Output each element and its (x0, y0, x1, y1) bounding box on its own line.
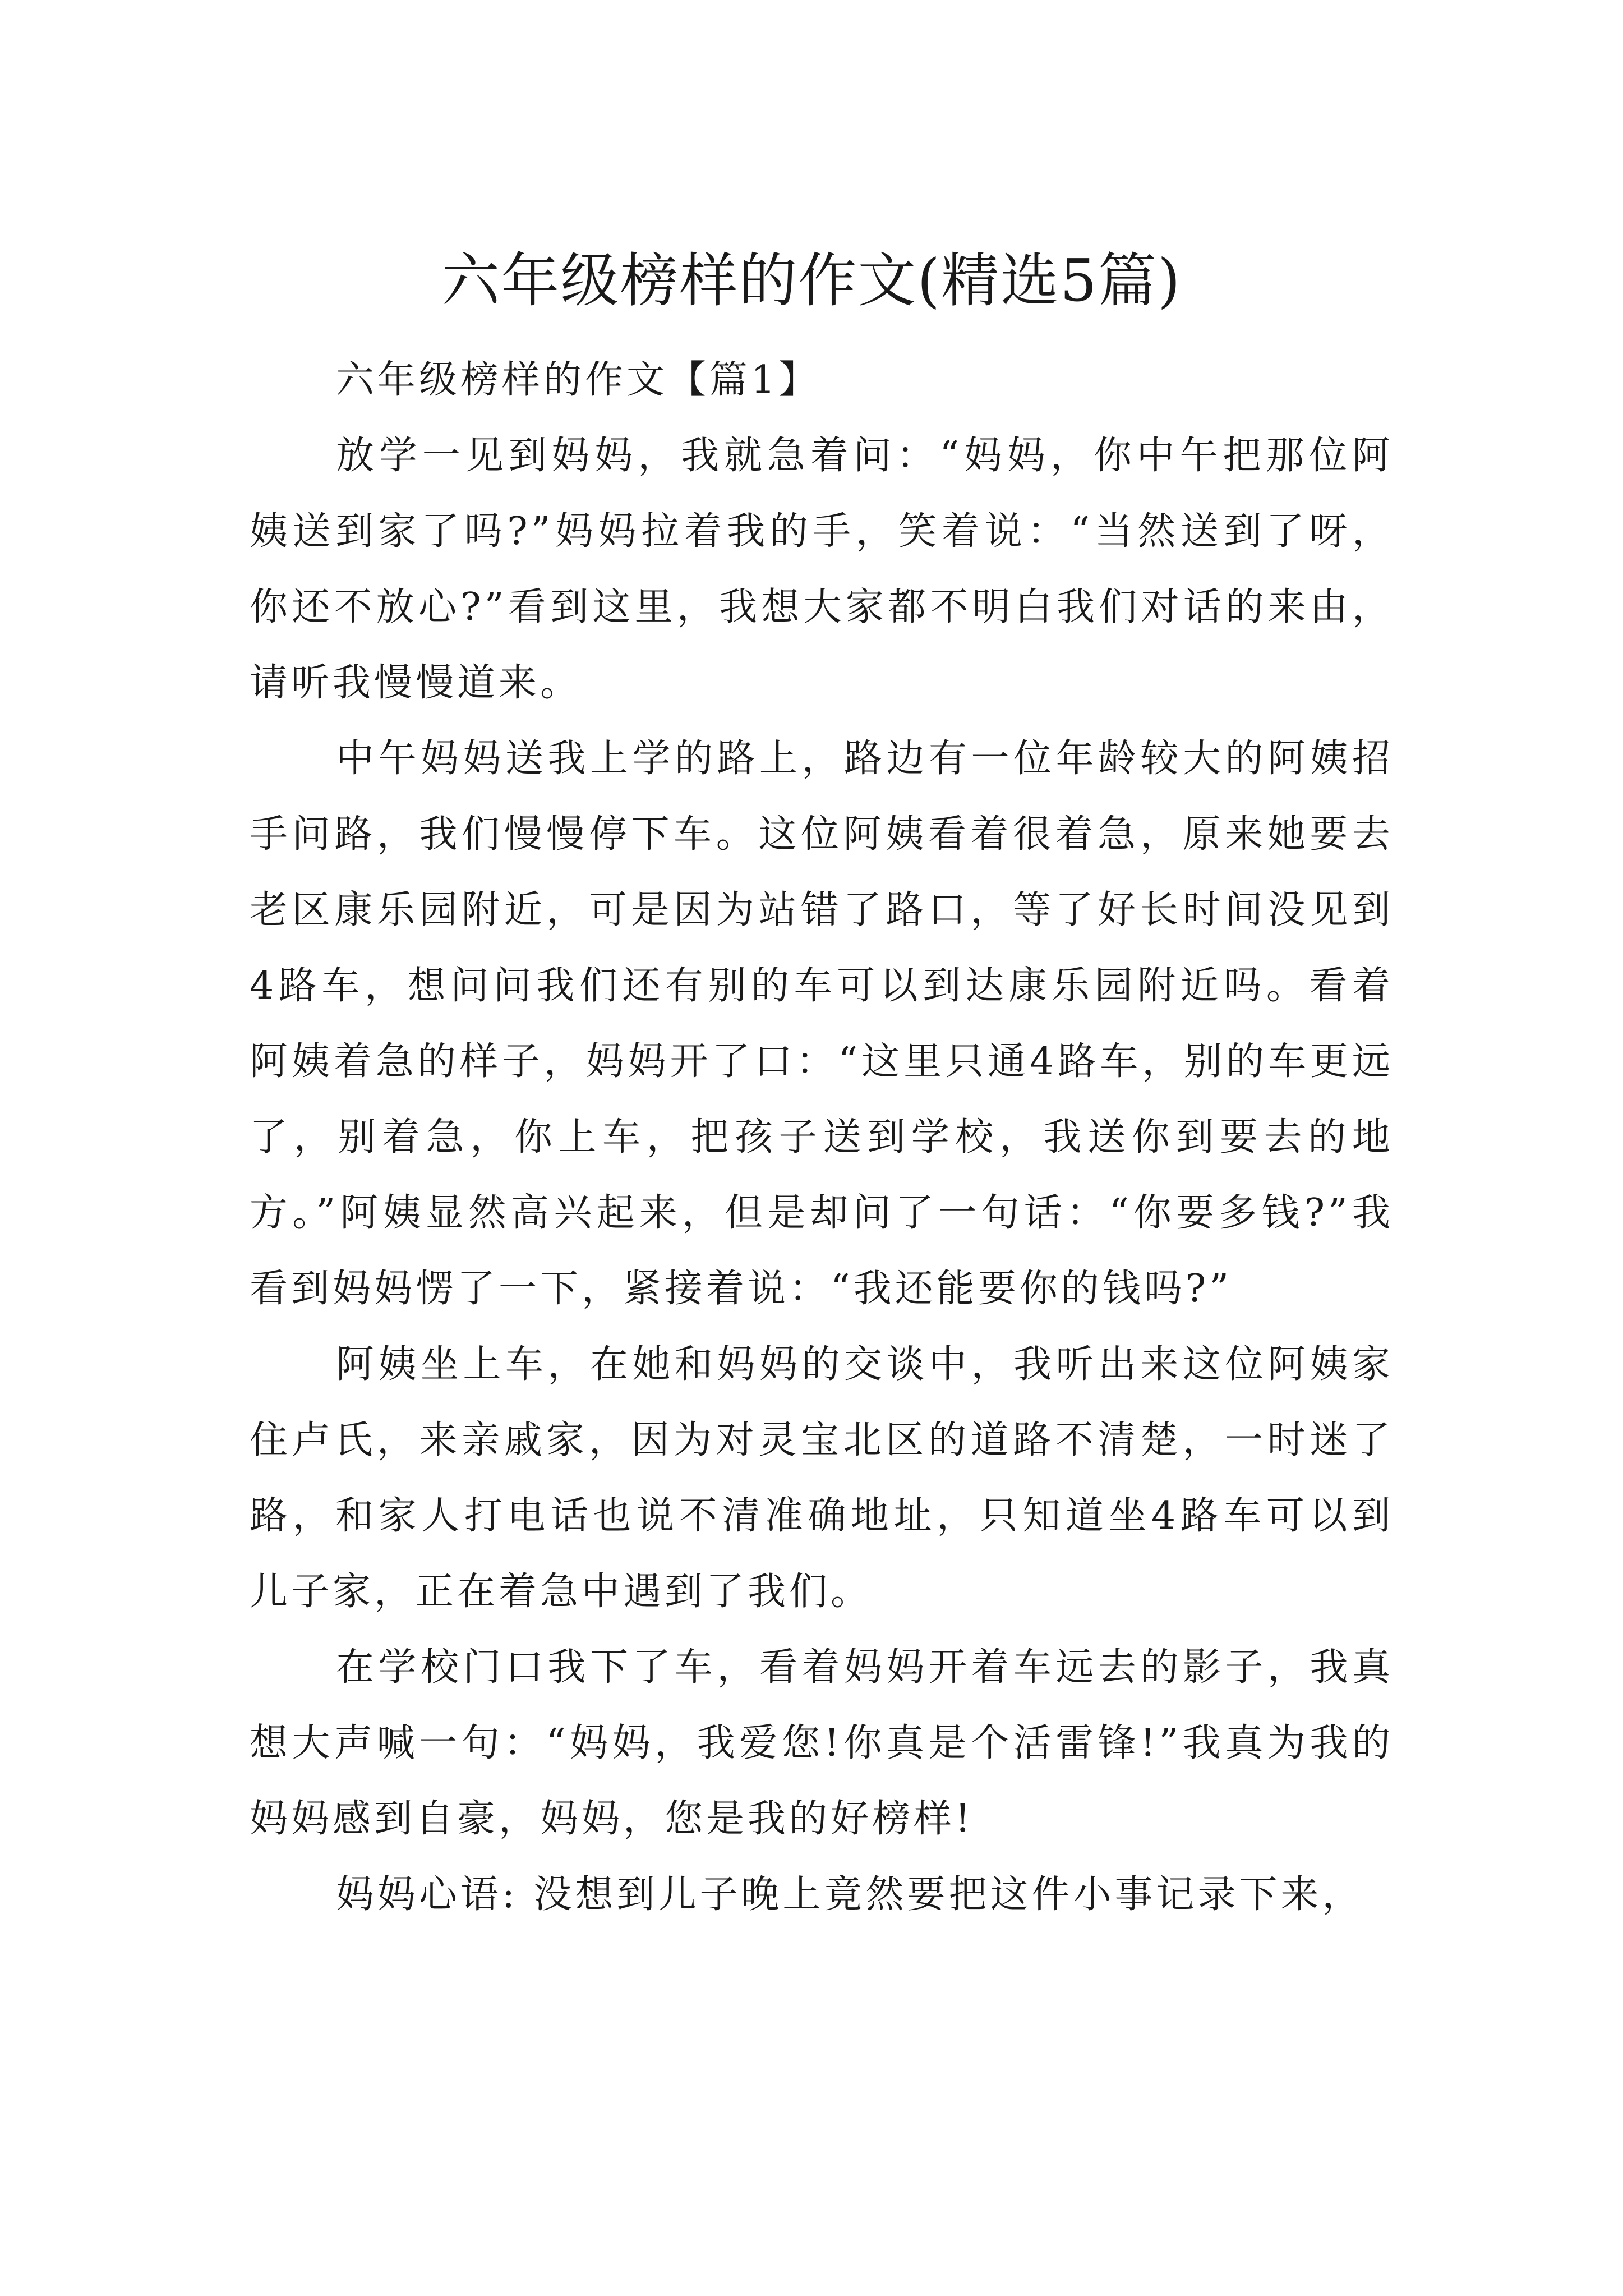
paragraph-3: 阿姨坐上车，在她和妈妈的交谈中，我听出来这位阿姨家住卢氏，来亲戚家，因为对灵宝北区的道路不清楚，一时迷了路，和家人打电话也说不清准确地址，只知道坐4路车可以到儿子家，正在着急中遇到了我们。 (250, 1342, 1394, 1614)
paragraph-2: 中午妈妈送我上学的路上，路边有一位年龄较大的阿姨招手问路，我们慢慢停下车。这位阿姨看着很着急，原来她要去老区康乐园附近，可是因为站错了路口，等了好长时间没见到4路车，想问问我们还有别的车可以到达康乐园附近吗。看着阿姨着急的样子，妈妈开了口：“这里只通4路车，别的车更远了，别着急，你上车，把孩子送到学校，我送你到要去的地方。”阿姨显然高兴起来，但是却问了一句话：“你要多钱?”我看到妈妈愣了一下，紧接着说：“我还能要你的钱吗?” (250, 737, 1394, 1311)
document-body (250, 342, 1394, 1932)
paragraph-4: 在学校门口我下了车，看着妈妈开着车远去的影子，我真想大声喊一句：“妈妈，我爱您!你真是个活雷锋!”我真为我的妈妈感到自豪，妈妈，您是我的好榜样! (250, 1645, 1394, 1841)
section-heading: 六年级榜样的作文【篇1】 (336, 358, 820, 402)
paragraph-1: 放学一见到妈妈，我就急着问：“妈妈，你中午把那位阿姨送到家了吗?”妈妈拉着我的手，笑着说：“当然送到了呀，你还不放心?”看到这里，我想大家都不明白我们对话的来由，请听我慢慢道来。 (250, 434, 1394, 705)
document-title: 六年级榜样的作文(精选5篇) (441, 246, 1182, 315)
paragraph-5: 妈妈心语: 没想到儿子晚上竟然要把这件小事记录下来， (336, 1872, 1364, 1917)
